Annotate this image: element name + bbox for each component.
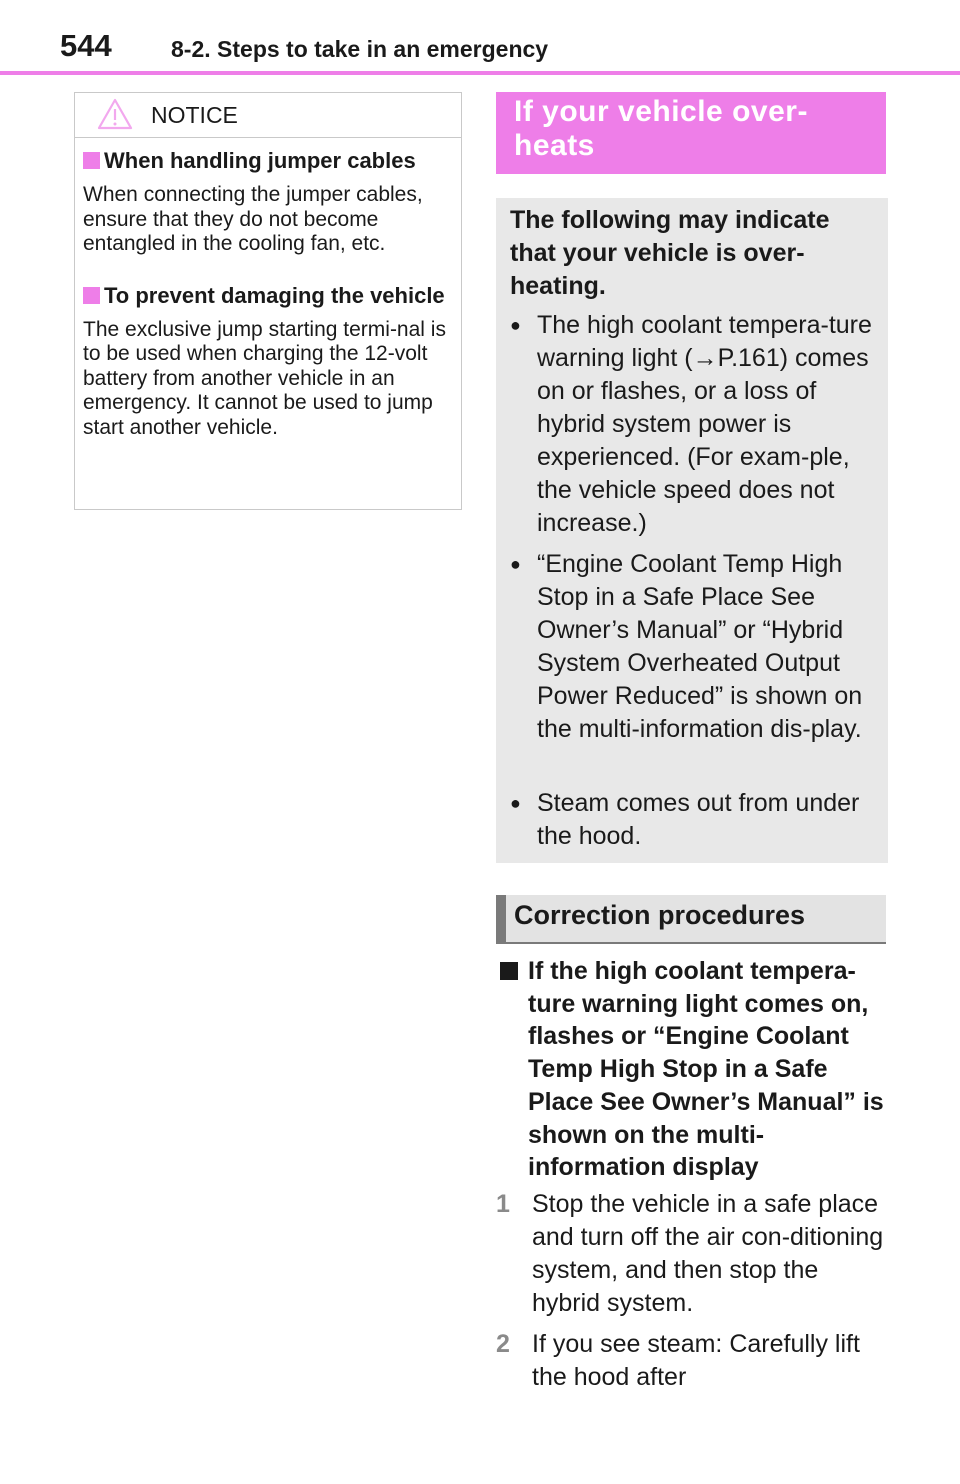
correction-subheading: If the high coolant tempera-ture warning light comes on, flashes or “Engine Coolant Temp High Stop in a Safe Place See Owner’s Manual” is shown on the multi-information display	[498, 955, 888, 1184]
square-bullet-icon	[83, 287, 100, 304]
bullet-dot-icon: ●	[510, 554, 521, 574]
step-number: 1	[496, 1190, 510, 1218]
step-text: If you see steam: Carefully lift the hood after	[532, 1330, 860, 1391]
heading-bar	[496, 895, 506, 944]
bullet-item: ● Steam comes out from under the hood.	[510, 787, 880, 853]
bullet-dot-icon: ●	[510, 315, 521, 335]
notice-label: NOTICE	[151, 102, 238, 128]
step-item	[496, 1188, 888, 1320]
notice-box	[74, 92, 462, 510]
notice-heading-damage: To prevent damaging the vehicle	[83, 283, 453, 308]
warning-triangle-icon	[97, 97, 133, 131]
notice-body	[75, 138, 461, 440]
notice-header	[75, 93, 461, 138]
square-bullet-icon	[83, 152, 100, 169]
heading-underline	[496, 942, 886, 944]
step-item	[496, 1328, 888, 1394]
correction-heading-box	[496, 895, 886, 944]
bullet-item: ● “Engine Coolant Temp High Stop in a Safe Place See Owner’s Manual” or “Hybrid System Overheated Output Power Reduced” is shown on the multi-information dis-play.	[510, 548, 880, 746]
correction-title: Correction procedures	[514, 900, 806, 930]
overheat-intro: The following may indicate that your vehicle is over-heating.	[510, 206, 830, 300]
page-header	[0, 0, 960, 76]
overheat-title: If your vehicle over-heats	[514, 95, 808, 162]
overheat-indicators-box	[496, 198, 888, 863]
notice-text-jumper: When connecting the jumper cables, ensure that they do not become entangled in the cooling fan, etc.	[83, 183, 423, 255]
section-title: 8-2. Steps to take in an emergency	[171, 36, 549, 62]
bullet-dot-icon: ●	[510, 793, 521, 813]
notice-heading-jumper: When handling jumper cables	[83, 148, 453, 173]
square-bullet-icon	[500, 962, 518, 980]
notice-text-damage: The exclusive jump starting termi-nal is to be used when charging the 12-volt battery from another vehicle in an emergency. It cannot be used to jump start another vehicle.	[83, 317, 446, 439]
bullet-item: ● The high coolant tempera-ture warning light (→P.161) comes on or flashes, or a loss of hybrid system power is experienced. (For exam-ple, the vehicle speed does not increase.)	[510, 309, 880, 540]
step-number: 2	[496, 1330, 510, 1358]
overheat-title-box	[496, 92, 886, 174]
header-rule	[0, 71, 960, 75]
step-text: Stop the vehicle in a safe place and turn off the air con-ditioning system, and then stop the hybrid system.	[532, 1190, 884, 1317]
page-number: 544	[60, 28, 112, 63]
